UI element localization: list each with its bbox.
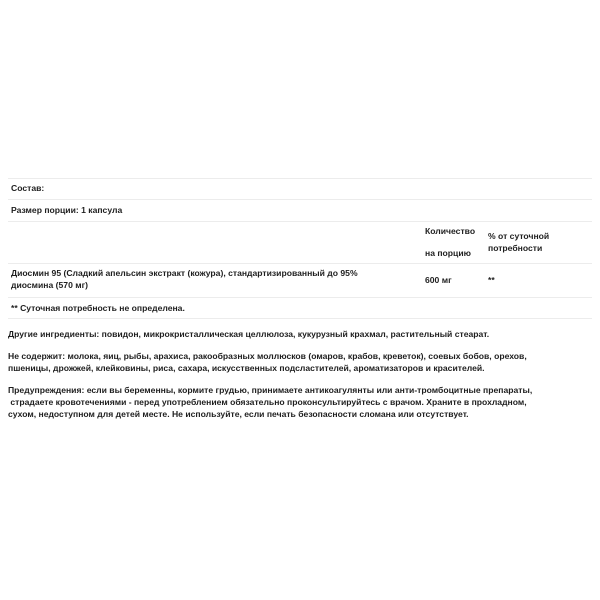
serving-size: Размер порции: 1 капсула	[11, 205, 123, 215]
amount-header-line2: на порцию	[425, 248, 471, 258]
ingredient-amount: 600 мг	[425, 275, 452, 285]
divider-after-header	[8, 263, 592, 264]
does-not-contain-line2: пшеницы, дрожжей, клейковины, риса, сахара, искусственных подсластителей, ароматизаторов и красителей.	[8, 363, 485, 373]
ingredient-name-line2: диосмина (570 мг)	[11, 280, 89, 290]
divider-after-row	[8, 297, 592, 298]
ingredient-name-line1: Диосмин 95 (Сладкий апельсин экстракт (кожура), стандартизированный до 95%	[11, 268, 358, 278]
ingredient-daily-value: **	[488, 275, 495, 285]
dv-header-line2: потребности	[488, 243, 543, 253]
warnings-line1: Предупреждения: если вы беременны, кормите грудью, принимаете антикоагулянты или анти-тромбоцитные препараты,	[8, 385, 533, 395]
does-not-contain-line1: Не содержит: молока, яиц, рыбы, арахиса, ракообразных моллюсков (омаров, крабов, креветок), соевых бобов, орехов,	[8, 351, 527, 361]
divider-top	[8, 178, 592, 179]
divider-after-footnote	[8, 318, 592, 319]
warnings-line2: страдаете кровотечениями - перед употреблением обязательно проконсультируйтесь с врачом. Храните в прохладном,	[8, 397, 527, 407]
footnote: ** Суточная потребность не определена.	[11, 303, 185, 313]
dv-header-line1: % от суточной	[488, 231, 550, 241]
other-ingredients: Другие ингредиенты: повидон, микрокристаллическая целлюлоза, кукурузный крахмал, растительный стеарат.	[8, 329, 490, 339]
warnings-line3: сухом, недоступном для детей месте. Не используйте, если печать безопасности сломана или отсутствует.	[8, 409, 469, 419]
divider-after-title	[8, 199, 592, 200]
amount-header-line1: Количество	[425, 226, 476, 236]
divider-after-serving	[8, 221, 592, 222]
facts-title: Состав:	[11, 183, 45, 193]
